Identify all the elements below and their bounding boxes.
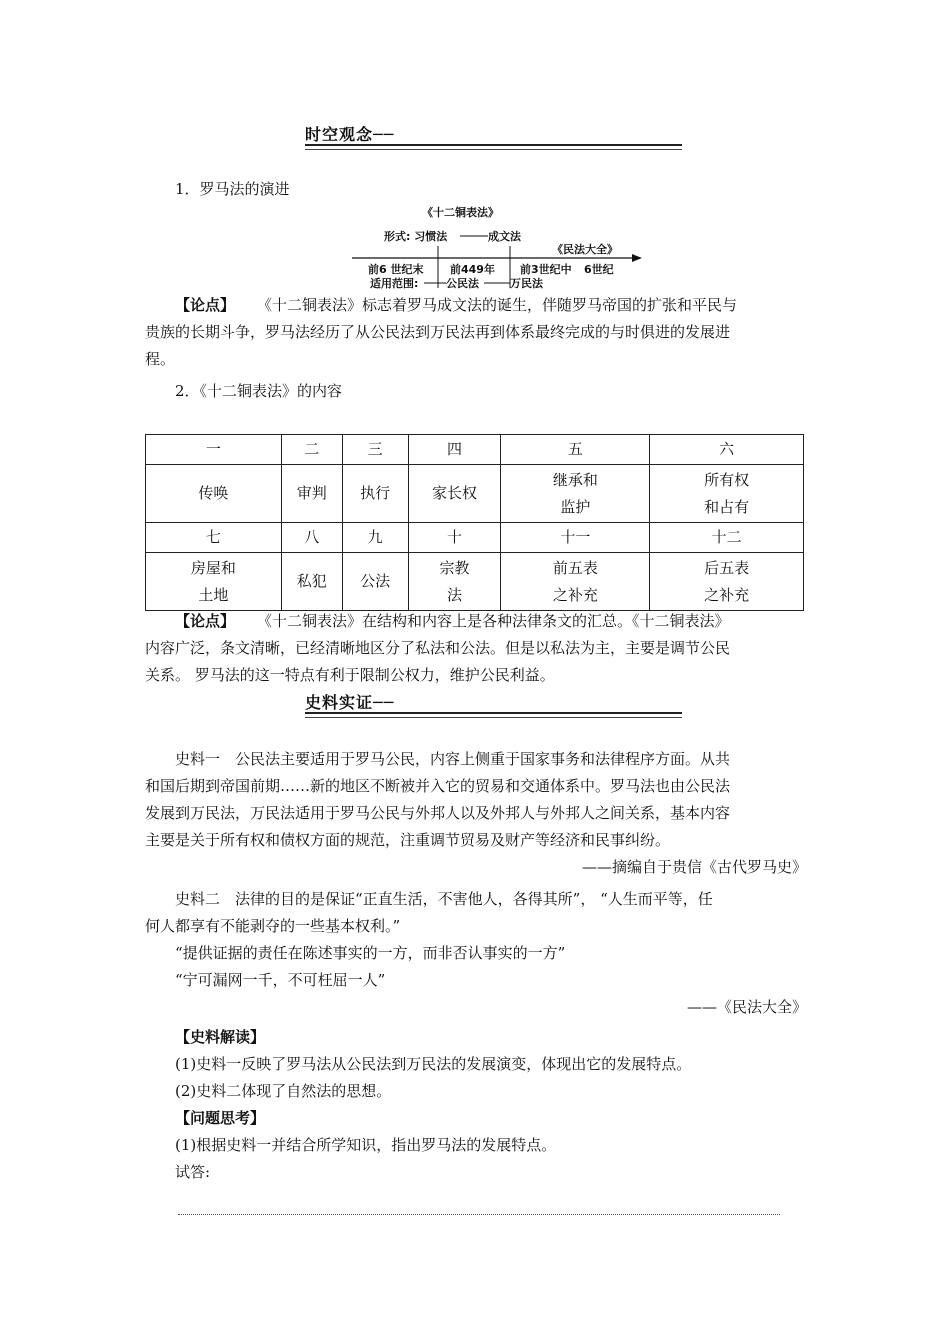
cell-line: 监护 (560, 497, 591, 516)
text-line: 关系。 罗马法的这一特点有利于限制公权力，维护公民利益。 (145, 666, 555, 684)
text-line: 《十二铜表法》标志着罗马成文法的诞生，伴随罗马帝国的扩张和平民与 (257, 296, 738, 314)
heading-rule-thin (305, 149, 682, 150)
cell-line: 公法 (360, 572, 391, 590)
cell-line: 土地 (198, 585, 229, 604)
argument-tag: 【论点】 (175, 296, 236, 314)
table-cell: 九 (342, 523, 408, 553)
table-cell (281, 553, 342, 611)
text-line: 发展到万民法，万民法适用于罗马公民与外邦人以及外邦人与外邦人之间关系，基本内容 (145, 804, 731, 822)
citation: ——摘编自于贵信《古代罗马史》 (581, 858, 807, 876)
item-title: 2．《十二铜表法》的内容 (175, 382, 343, 400)
answer-line[interactable] (178, 1214, 780, 1215)
text-line: 内容广泛，条文清晰，已经清晰地区分了私法和公法。但是以私法为主，主要是调节公民 (145, 639, 731, 657)
reading-item: (1)史料一反映了罗马法从公民法到万民法的发展演变，体现出它的发展特点。 (175, 1055, 692, 1073)
table-cell (650, 465, 804, 523)
timeline-arrow-icon (632, 254, 642, 262)
table-cell: 八 (281, 523, 342, 553)
text-line: 史料二 法律的目的是保证“正直生活，不害他人，各得其所”， “人生而平等，任 (175, 890, 713, 908)
table-cell (146, 553, 282, 611)
diagram-scope-label: 适用范围: (370, 277, 419, 290)
table-cell: 三 (342, 435, 408, 465)
time-label: 6世纪 (584, 263, 614, 276)
text-line: 《十二铜表法》在结构和内容上是各种法律条文的汇总。《十二铜表法》 (257, 612, 730, 630)
cell-line: 法 (447, 585, 463, 604)
twelve-tables-content-table (145, 434, 804, 611)
thinking-heading: 【问题思考】 (175, 1109, 266, 1127)
table-cell: 六 (650, 435, 804, 465)
answer-label: 试答: (175, 1163, 211, 1181)
time-label: 前6 世纪末 (368, 263, 424, 276)
cell-line: 所有权 (704, 470, 750, 489)
table-cell: 十二 (650, 523, 804, 553)
cell-line: 后五表 (704, 558, 750, 577)
text-line: “宁可漏网一千，不可枉屈一人” (175, 971, 386, 989)
item-title: 1．罗马法的演进 (175, 180, 290, 198)
table-cell: 十 (408, 523, 501, 553)
cell-line: 继承和 (552, 470, 598, 489)
table-row (146, 523, 804, 553)
thinking-item: (1)根据史料一并结合所学知识，指出罗马法的发展特点。 (175, 1136, 557, 1154)
diagram-written-law: 成文法 (488, 230, 521, 243)
argument-paragraph (145, 608, 807, 689)
table-cell (281, 465, 342, 523)
source-material-1 (145, 746, 807, 881)
table-cell (342, 553, 408, 611)
table-cell (408, 553, 501, 611)
cell-line: 房屋和 (190, 558, 236, 577)
heading-rule (305, 712, 682, 714)
diagram-scope-citizen: 公民法 (446, 277, 479, 290)
source-material-2 (145, 886, 807, 1021)
table-cell: 七 (146, 523, 282, 553)
table-cell (408, 465, 501, 523)
text-line: 和国后期到帝国前期……新的地区不断被并入它的贸易和交通体系中。罗马法也由公民法 (145, 777, 731, 795)
text-line: 主要是关于所有权和债权方面的规范，注重调节贸易及财产等经济和民事纠纷。 (145, 831, 671, 849)
cell-line: 之补充 (552, 585, 598, 604)
roman-law-timeline-diagram (340, 202, 650, 294)
diagram-form-label: 形式: 习惯法 (384, 230, 448, 243)
cell-line: 家长权 (432, 484, 478, 502)
reading-heading: 【史料解读】 (175, 1028, 266, 1046)
table-cell (501, 465, 650, 523)
section-title: 时空观念── (305, 125, 395, 144)
table-cell (501, 553, 650, 611)
cell-line: 私犯 (296, 572, 327, 590)
table-row (146, 465, 804, 523)
table-cell: 一 (146, 435, 282, 465)
section-title: 史料实证── (305, 693, 395, 712)
cell-line: 之补充 (704, 585, 750, 604)
table-row (146, 553, 804, 611)
cell-line: 前五表 (552, 558, 598, 577)
cell-line: 传唤 (198, 484, 229, 502)
heading-rule-thin (305, 717, 682, 718)
time-label: 前449年 (450, 263, 495, 276)
heading-rule (305, 144, 682, 146)
cell-line: 审判 (296, 484, 327, 502)
argument-paragraph (145, 292, 807, 373)
section-heading-spacetime (305, 122, 682, 146)
cell-line: 宗教 (439, 558, 470, 577)
text-line: 程。 (145, 350, 176, 368)
argument-tag: 【论点】 (175, 612, 236, 630)
table-cell: 二 (281, 435, 342, 465)
diagram-twelve-tables: 《十二铜表法》 (422, 206, 499, 219)
reading-item: (2)史料二体现了自然法的思想。 (175, 1082, 392, 1100)
text-line: “提供证据的责任在陈述事实的一方，而非否认事实的一方” (175, 944, 566, 962)
table-cell (650, 553, 804, 611)
table-cell (146, 465, 282, 523)
diagram-scope-nations: 万民法 (510, 277, 543, 290)
analysis-block (175, 1024, 807, 1186)
section-heading-evidence (305, 690, 682, 714)
text-line: 史料一 公民法主要适用于罗马公民，内容上侧重于国家事务和法律程序方面。从共 (175, 750, 731, 768)
time-label: 前3世纪中 (520, 263, 572, 276)
table-row (146, 435, 804, 465)
table-cell: 十一 (501, 523, 650, 553)
table-cell: 五 (501, 435, 650, 465)
citation: ——《民法大全》 (686, 998, 807, 1016)
text-line: 何人都享有不能剥夺的一些基本权利。” (145, 917, 401, 935)
diagram-civil-code: 《民法大全》 (552, 243, 618, 256)
cell-line: 和占有 (704, 497, 750, 516)
table-cell (342, 465, 408, 523)
table-cell: 四 (408, 435, 501, 465)
text-line: 贵族的长期斗争，罗马法经历了从公民法到万民法再到体系最终完成的与时俱进的发展进 (145, 323, 731, 341)
cell-line: 执行 (360, 484, 391, 502)
